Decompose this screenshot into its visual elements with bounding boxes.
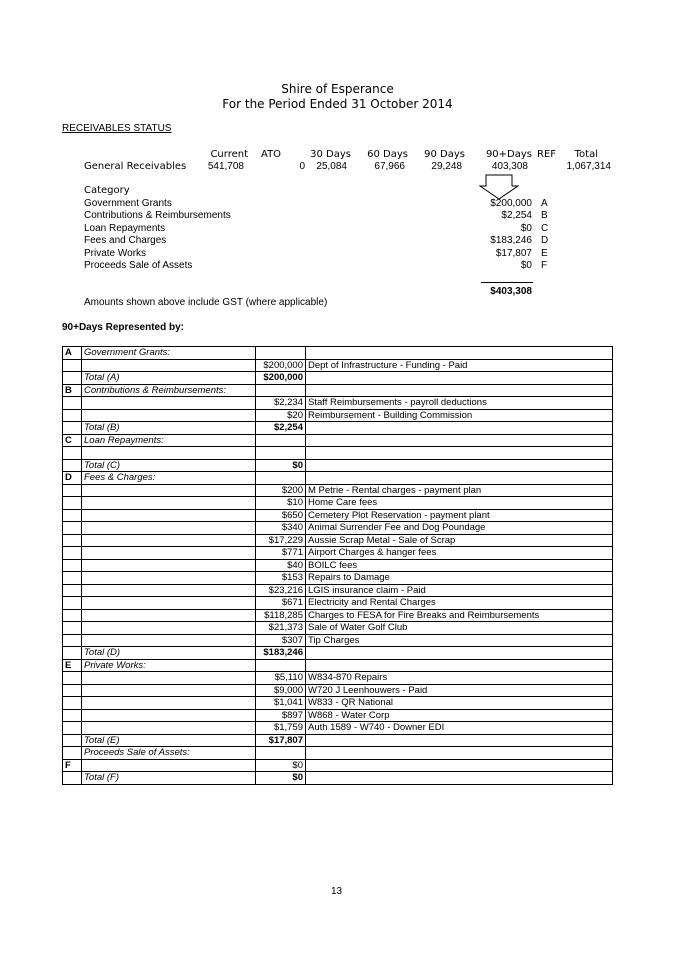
row-description: Auth 1589 - W740 - Downer EDI: [306, 722, 613, 735]
category-ref: D: [541, 235, 549, 246]
row-ref: D: [63, 472, 82, 485]
row-ref: [63, 447, 82, 460]
row-amount: $21,373: [256, 622, 306, 635]
row-amount: $200,000: [256, 372, 306, 385]
row-label: Private Works:: [82, 659, 256, 672]
document-subtitle: For the Period Ended 31 October 2014: [222, 97, 453, 111]
category-amount: $183,246: [490, 235, 532, 246]
row-label: [82, 409, 256, 422]
table-row: [63, 372, 613, 385]
table-row: [63, 684, 613, 697]
row-label: [82, 359, 256, 372]
receivables-detail-table: [62, 346, 613, 785]
table-row: [63, 659, 613, 672]
row-description: Repairs to Damage: [306, 572, 613, 585]
row-label: [82, 534, 256, 547]
col-header-total: Total: [574, 149, 598, 160]
category-total: $403,308: [490, 286, 532, 297]
row-description: [306, 747, 613, 760]
row-amount: $10: [256, 497, 306, 510]
col-header-90days: 90 Days: [424, 149, 465, 160]
general-receivables-label: General Receivables: [84, 161, 187, 172]
row-label: [82, 559, 256, 572]
row-description: Charges to FESA for Fire Breaks and Reimbursements: [306, 609, 613, 622]
row-description: [306, 647, 613, 660]
row-amount: $771: [256, 547, 306, 560]
row-label: [82, 634, 256, 647]
table-row: [63, 397, 613, 410]
category-label: Loan Repayments: [84, 223, 166, 234]
row-label: [82, 759, 256, 772]
category-amount: $0: [520, 260, 532, 271]
table-row: [63, 597, 613, 610]
col-header-ref: REF: [537, 149, 557, 160]
general-current-value: 541,708: [207, 161, 244, 172]
row-label: Total (D): [82, 647, 256, 660]
category-amount: $200,000: [490, 198, 532, 209]
row-description: Dept of Infrastructure - Funding - Paid: [306, 359, 613, 372]
row-amount: $200: [256, 484, 306, 497]
row-description: [306, 434, 613, 447]
row-ref: [63, 609, 82, 622]
table-row: [63, 472, 613, 485]
table-row: [63, 534, 613, 547]
row-ref: [63, 709, 82, 722]
table-row: [63, 522, 613, 535]
table-row: [63, 409, 613, 422]
row-ref: [63, 422, 82, 435]
row-ref: [63, 734, 82, 747]
row-description: Staff Reimbursements - payroll deductions: [306, 397, 613, 410]
row-ref: [63, 647, 82, 660]
table-row: [63, 422, 613, 435]
row-amount: $17,807: [256, 734, 306, 747]
row-description: [306, 422, 613, 435]
general-30days-value: 25,084: [316, 161, 347, 172]
row-amount: $340: [256, 522, 306, 535]
row-ref: [63, 684, 82, 697]
table-row: [63, 709, 613, 722]
section-title-receivables: RECEIVABLES STATUS: [62, 123, 172, 134]
table-row: [63, 609, 613, 622]
general-total-value: 1,067,314: [566, 161, 611, 172]
row-label: [82, 509, 256, 522]
category-amount: $0: [520, 223, 532, 234]
category-ref: B: [541, 210, 548, 221]
row-label: [82, 497, 256, 510]
table-row: [63, 584, 613, 597]
row-amount: $1,041: [256, 697, 306, 710]
row-ref: [63, 397, 82, 410]
row-amount: $671: [256, 597, 306, 610]
table-row: [63, 697, 613, 710]
row-ref: C: [63, 434, 82, 447]
row-ref: [63, 509, 82, 522]
category-heading: Category: [84, 185, 130, 196]
row-description: [306, 734, 613, 747]
row-amount: [256, 384, 306, 397]
row-ref: [63, 484, 82, 497]
general-60days-value: 67,966: [374, 161, 405, 172]
row-amount: $17,229: [256, 534, 306, 547]
row-amount: [256, 472, 306, 485]
row-ref: [63, 497, 82, 510]
row-amount: $650: [256, 509, 306, 522]
table-row: [63, 447, 613, 460]
row-amount: $0: [256, 459, 306, 472]
row-label: [82, 697, 256, 710]
row-label: [82, 609, 256, 622]
row-label: [82, 622, 256, 635]
row-ref: [63, 722, 82, 735]
table-row: [63, 497, 613, 510]
table-row: [63, 734, 613, 747]
row-label: Contributions & Reimbursements:: [82, 384, 256, 397]
row-amount: $9,000: [256, 684, 306, 697]
row-label: [82, 722, 256, 735]
row-description: Cemetery Plot Reservation - payment plant: [306, 509, 613, 522]
row-description: LGIS insurance claim - Paid: [306, 584, 613, 597]
row-amount: [256, 434, 306, 447]
row-amount: $2,234: [256, 397, 306, 410]
row-amount: $23,216: [256, 584, 306, 597]
row-label: Proceeds Sale of Assets:: [82, 747, 256, 760]
row-ref: [63, 372, 82, 385]
row-amount: $200,000: [256, 359, 306, 372]
category-total-rule: [481, 282, 533, 283]
table-row: [63, 547, 613, 560]
table-row: [63, 434, 613, 447]
row-amount: $5,110: [256, 672, 306, 685]
table-row: [63, 722, 613, 735]
row-ref: [63, 572, 82, 585]
row-amount: $20: [256, 409, 306, 422]
table-row: [63, 347, 613, 360]
table-row: [63, 359, 613, 372]
table-row: [63, 634, 613, 647]
row-ref: F: [63, 759, 82, 772]
table-row: [63, 509, 613, 522]
row-ref: [63, 522, 82, 535]
row-ref: [63, 622, 82, 635]
row-description: Tip Charges: [306, 634, 613, 647]
row-label: [82, 709, 256, 722]
row-label: Total (A): [82, 372, 256, 385]
row-description: W833 - QR National: [306, 697, 613, 710]
row-description: Reimbursement - Building Commission: [306, 409, 613, 422]
col-header-60days: 60 Days: [367, 149, 408, 160]
row-description: M Petrie - Rental charges - payment plan: [306, 484, 613, 497]
row-description: W868 - Water Corp: [306, 709, 613, 722]
represented-heading: 90+Days Represented by:: [62, 322, 185, 333]
category-label: Government Grants: [84, 198, 172, 209]
row-description: [306, 347, 613, 360]
table-row: [63, 622, 613, 635]
row-amount: [256, 347, 306, 360]
page-number: 13: [331, 886, 343, 897]
row-label: Total (F): [82, 772, 256, 785]
row-description: [306, 459, 613, 472]
table-row: [63, 672, 613, 685]
row-ref: [63, 697, 82, 710]
col-header-current: Current: [210, 149, 248, 160]
row-amount: $183,246: [256, 647, 306, 660]
row-ref: [63, 459, 82, 472]
general-90days-value: 29,248: [431, 161, 462, 172]
col-header-30days: 30 Days: [310, 149, 351, 160]
row-label: Total (B): [82, 422, 256, 435]
row-label: [82, 447, 256, 460]
row-amount: $153: [256, 572, 306, 585]
row-label: Government Grants:: [82, 347, 256, 360]
col-header-ato: ATO: [261, 149, 282, 160]
row-label: Total (E): [82, 734, 256, 747]
table-row: [63, 384, 613, 397]
category-amount: $17,807: [495, 248, 532, 259]
table-row: [63, 759, 613, 772]
down-arrow-icon: [479, 174, 519, 200]
row-amount: $118,285: [256, 609, 306, 622]
table-row: [63, 747, 613, 760]
row-description: BOILC fees: [306, 559, 613, 572]
row-amount: $40: [256, 559, 306, 572]
row-ref: E: [63, 659, 82, 672]
row-amount: $307: [256, 634, 306, 647]
row-ref: [63, 672, 82, 685]
category-label: Private Works: [84, 248, 147, 259]
row-amount: $897: [256, 709, 306, 722]
category-label: Fees and Charges: [84, 235, 167, 246]
row-description: W720 J Leenhouwers - Paid: [306, 684, 613, 697]
row-label: [82, 572, 256, 585]
table-row: [63, 459, 613, 472]
row-amount: $2,254: [256, 422, 306, 435]
row-ref: [63, 747, 82, 760]
row-description: Sale of Water Golf Club: [306, 622, 613, 635]
table-row: [63, 572, 613, 585]
document-title: Shire of Esperance: [281, 82, 394, 96]
gst-note: Amounts shown above include GST (where applicable): [84, 297, 328, 308]
row-description: Airport Charges & hanger fees: [306, 547, 613, 560]
row-amount: [256, 747, 306, 760]
row-ref: [63, 359, 82, 372]
row-amount: $0: [256, 772, 306, 785]
row-description: [306, 659, 613, 672]
row-label: [82, 522, 256, 535]
row-ref: [63, 597, 82, 610]
row-description: W834-870 Repairs: [306, 672, 613, 685]
row-description: [306, 384, 613, 397]
row-ref: A: [63, 347, 82, 360]
row-ref: [63, 634, 82, 647]
row-label: [82, 672, 256, 685]
row-description: [306, 372, 613, 385]
category-amount: $2,254: [501, 210, 532, 221]
row-ref: B: [63, 384, 82, 397]
category-ref: A: [541, 198, 548, 209]
row-amount: $0: [256, 759, 306, 772]
col-header-90plus: 90+Days: [485, 149, 532, 160]
row-label: [82, 484, 256, 497]
row-label: [82, 547, 256, 560]
row-label: Loan Repayments:: [82, 434, 256, 447]
row-label: Total (C): [82, 459, 256, 472]
table-row: [63, 647, 613, 660]
row-description: Animal Surrender Fee and Dog Poundage: [306, 522, 613, 535]
row-label: [82, 584, 256, 597]
category-ref: E: [541, 248, 548, 259]
row-ref: [63, 547, 82, 560]
row-description: [306, 447, 613, 460]
row-description: [306, 472, 613, 485]
row-amount: [256, 659, 306, 672]
row-description: [306, 759, 613, 772]
general-ato-value: 0: [299, 161, 305, 172]
table-row: [63, 559, 613, 572]
category-ref: F: [541, 260, 548, 271]
row-ref: [63, 409, 82, 422]
row-label: Fees & Charges:: [82, 472, 256, 485]
row-amount: [256, 447, 306, 460]
row-ref: [63, 534, 82, 547]
general-90plus-value: 403,308: [491, 161, 528, 172]
row-label: [82, 684, 256, 697]
row-label: [82, 397, 256, 410]
row-amount: $1,759: [256, 722, 306, 735]
row-ref: [63, 772, 82, 785]
row-description: Aussie Scrap Metal - Sale of Scrap: [306, 534, 613, 547]
category-label: Proceeds Sale of Assets: [84, 260, 193, 271]
row-ref: [63, 559, 82, 572]
row-ref: [63, 584, 82, 597]
row-description: [306, 772, 613, 785]
row-description: Electricity and Rental Charges: [306, 597, 613, 610]
row-label: [82, 597, 256, 610]
table-row: [63, 484, 613, 497]
row-description: Home Care fees: [306, 497, 613, 510]
category-label: Contributions & Reimbursements: [84, 210, 231, 221]
category-ref: C: [541, 223, 549, 234]
table-row: [63, 772, 613, 785]
